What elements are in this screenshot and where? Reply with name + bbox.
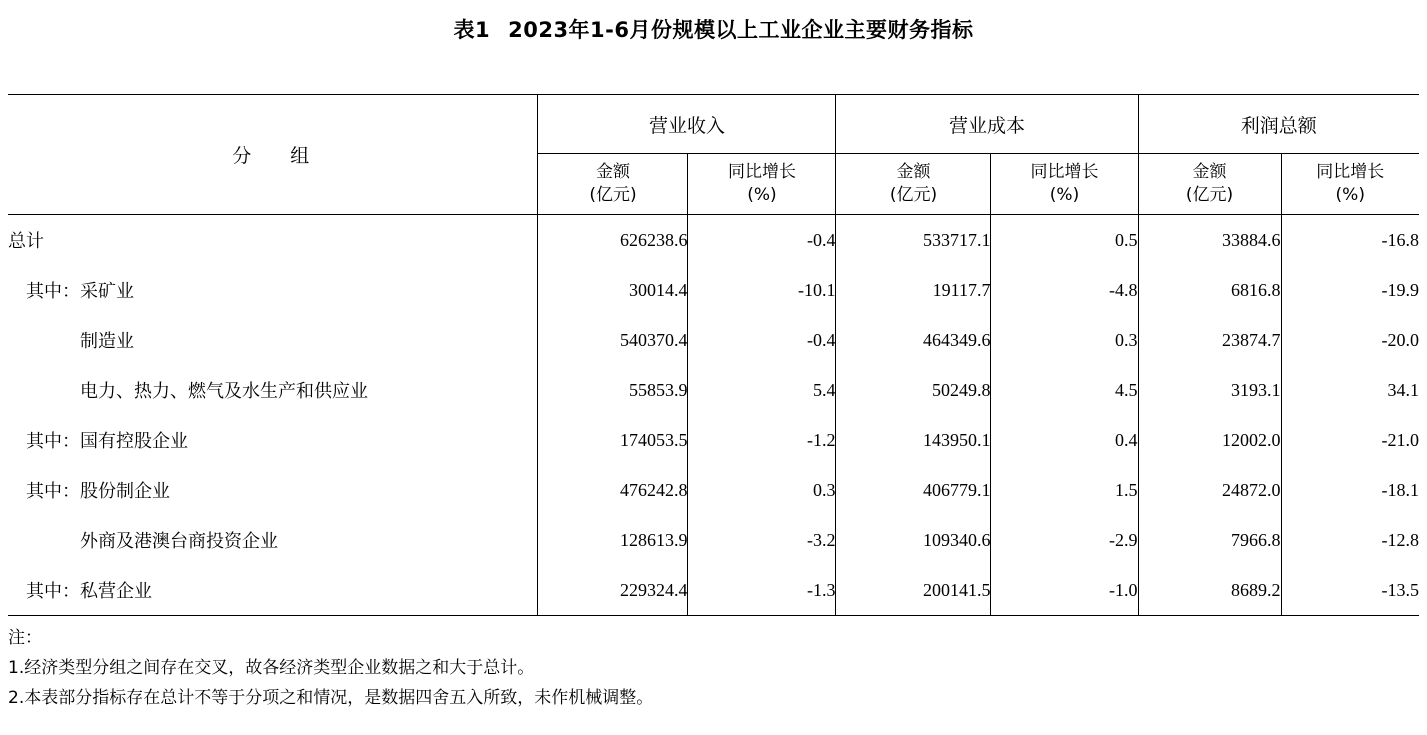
- subheader-cost-growth: [991, 154, 1138, 215]
- column-group-revenue: 营业收入: [538, 95, 836, 154]
- row-label: 电力、热力、燃气及水生产和供应业: [79, 381, 368, 402]
- row-label: 制造业: [79, 331, 134, 352]
- table-number: 表1: [453, 18, 491, 42]
- cell-profit-amount: 7966.8: [1138, 515, 1281, 565]
- cell-profit-amount: 3193.1: [1138, 365, 1281, 415]
- cell-profit-growth: 34.1: [1281, 365, 1419, 415]
- cell-cost-amount: 406779.1: [836, 465, 991, 515]
- cell-profit-amount: 33884.6: [1138, 215, 1281, 266]
- row-label: 其中：采矿业: [25, 281, 134, 302]
- cell-cost-growth: 0.5: [991, 215, 1138, 266]
- subheader-line2: (亿元): [1185, 185, 1234, 205]
- cell-cost-growth: 1.5: [991, 465, 1138, 515]
- column-group-cost: 营业成本: [836, 95, 1138, 154]
- subheader-line1: 同比增长: [727, 162, 796, 183]
- cell-revenue-growth: 5.4: [688, 365, 836, 415]
- cell-profit-amount: 23874.7: [1138, 315, 1281, 365]
- cell-revenue-amount: 55853.9: [538, 365, 688, 415]
- subheader-revenue-growth: [688, 154, 836, 215]
- subheader-line1: 同比增长: [1030, 162, 1099, 183]
- cell-revenue-amount: 626238.6: [538, 215, 688, 266]
- cell-revenue-growth: -10.1: [688, 265, 836, 315]
- table-row: [8, 565, 1419, 616]
- subheader-profit-growth: [1281, 154, 1419, 215]
- table-row: [8, 515, 1419, 565]
- cell-profit-amount: 6816.8: [1138, 265, 1281, 315]
- subheader-line2: (%): [747, 185, 777, 205]
- cell-profit-growth: -12.8: [1281, 515, 1419, 565]
- row-label: 其中：股份制企业: [25, 481, 170, 502]
- column-group-profit: 利润总额: [1138, 95, 1419, 154]
- cell-revenue-growth: -3.2: [688, 515, 836, 565]
- cell-profit-growth: -19.9: [1281, 265, 1419, 315]
- subheader-line1: 金额: [1192, 162, 1227, 183]
- cell-profit-amount: 12002.0: [1138, 415, 1281, 465]
- subheader-line2: (%): [1335, 185, 1365, 205]
- cell-revenue-growth: -0.4: [688, 215, 836, 266]
- subheader-profit-amount: [1138, 154, 1281, 215]
- subheader-revenue-amount: [538, 154, 688, 215]
- cell-revenue-growth: 0.3: [688, 465, 836, 515]
- subheader-line2: (亿元): [589, 185, 637, 205]
- cell-revenue-amount: 229324.4: [538, 565, 688, 616]
- cell-cost-growth: -1.0: [991, 565, 1138, 616]
- cell-revenue-amount: 476242.8: [538, 465, 688, 515]
- cell-cost-amount: 464349.6: [836, 315, 991, 365]
- financial-indicators-table: [8, 94, 1419, 616]
- title-text: 2023年1-6月份规模以上工业企业主要财务指标: [508, 18, 974, 42]
- note-item-2: 2.本表部分指标存在总计不等于分项之和情况，是数据四舍五入所致，未作机械调整。: [8, 687, 654, 708]
- cell-revenue-growth: -0.4: [688, 315, 836, 365]
- cell-cost-amount: 200141.5: [836, 565, 991, 616]
- note-item-1: 1.经济类型分组之间存在交叉，故各经济类型企业数据之和大于总计。: [8, 657, 535, 678]
- cell-profit-growth: -13.5: [1281, 565, 1419, 616]
- row-label: 其中：私营企业: [8, 565, 538, 616]
- subheader-line1: 金额: [595, 162, 630, 183]
- subheader-cost-amount: [836, 154, 991, 215]
- subheader-line1: 同比增长: [1316, 162, 1385, 183]
- table-row: [8, 265, 1419, 315]
- cell-cost-amount: 533717.1: [836, 215, 991, 266]
- cell-revenue-amount: 540370.4: [538, 315, 688, 365]
- row-label: 外商及港澳台商投资企业: [79, 531, 278, 552]
- cell-cost-growth: -4.8: [991, 265, 1138, 315]
- page-title: [0, 0, 1427, 44]
- cell-profit-growth: -20.0: [1281, 315, 1419, 365]
- notes-heading: 注：: [8, 628, 42, 648]
- row-label: 总计: [7, 231, 44, 252]
- cell-profit-amount: 24872.0: [1138, 465, 1281, 515]
- cell-profit-growth: -18.1: [1281, 465, 1419, 515]
- cell-profit-amount: 8689.2: [1138, 565, 1281, 616]
- cell-cost-amount: 143950.1: [836, 415, 991, 465]
- table-row: [8, 415, 1419, 465]
- cell-cost-amount: 50249.8: [836, 365, 991, 415]
- cell-revenue-amount: 174053.5: [538, 415, 688, 465]
- cell-cost-amount: 19117.7: [836, 265, 991, 315]
- row-label: 其中：国有控股企业: [25, 431, 188, 452]
- table-row: [8, 465, 1419, 515]
- table-notes: [8, 624, 1419, 713]
- table-row: [8, 315, 1419, 365]
- subheader-line2: (%): [1049, 185, 1080, 205]
- cell-revenue-growth: -1.2: [688, 415, 836, 465]
- cell-profit-growth: -21.0: [1281, 415, 1419, 465]
- cell-cost-growth: 0.3: [991, 315, 1138, 365]
- table-row: [8, 215, 1419, 266]
- cell-cost-growth: 0.4: [991, 415, 1138, 465]
- cell-profit-growth: -16.8: [1281, 215, 1419, 266]
- cell-revenue-growth: -1.3: [688, 565, 836, 616]
- cell-cost-growth: 4.5: [991, 365, 1138, 415]
- subheader-line2: (亿元): [889, 185, 938, 205]
- group-column-header: [8, 95, 538, 215]
- cell-cost-amount: 109340.6: [836, 515, 991, 565]
- cell-revenue-amount: 128613.9: [538, 515, 688, 565]
- group-header-label: 分 组: [232, 145, 320, 167]
- table-row: [8, 365, 1419, 415]
- subheader-line1: 金额: [896, 162, 931, 183]
- cell-cost-growth: -2.9: [991, 515, 1138, 565]
- cell-revenue-amount: 30014.4: [538, 265, 688, 315]
